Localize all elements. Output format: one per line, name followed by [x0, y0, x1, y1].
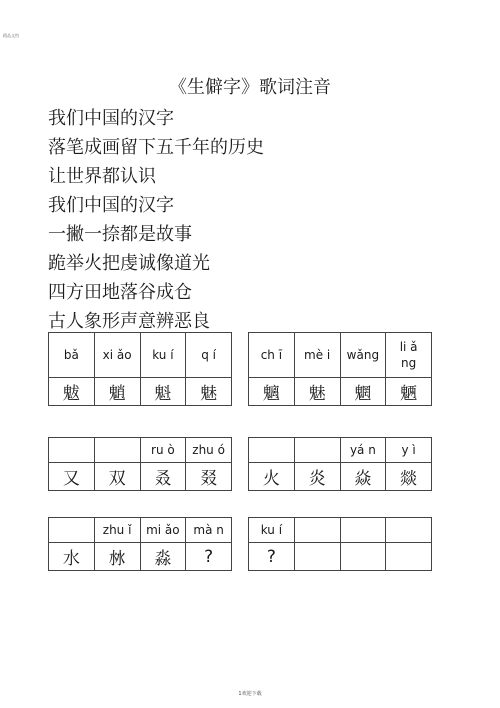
hanzi-cell: 火 [249, 463, 295, 491]
pinyin-cell: mè i [294, 333, 340, 378]
hanzi-cell: 淼 [140, 543, 186, 571]
hanzi-cell: 魉 [386, 378, 432, 406]
pinyin-table-1 [48, 332, 232, 406]
hanzi-cell: 叒 [140, 463, 186, 491]
lyric-line: 跪举火把虔诚像道光 [48, 253, 210, 274]
pinyin-cell: yá n [340, 438, 386, 463]
pinyin-table-5 [48, 517, 232, 571]
pinyin-cell [249, 438, 295, 463]
pinyin-cell: zhu ǐ [94, 518, 140, 543]
corner-note: 精品文档 [3, 33, 19, 38]
page-footer: 1欢迎下载 [238, 691, 262, 697]
pinyin-cell: zhu ó [186, 438, 232, 463]
pinyin-cell: y ì [386, 438, 432, 463]
pinyin-cell [294, 438, 340, 463]
hanzi-cell: 魅 [294, 378, 340, 406]
pinyin-table-4 [248, 437, 432, 491]
hanzi-cell: ? [186, 543, 232, 571]
hanzi-cell: 又 [49, 463, 95, 491]
pinyin-table-3 [48, 437, 232, 491]
pinyin-table-2 [248, 332, 432, 406]
lyric-line: 我们中国的汉字 [48, 108, 174, 129]
hanzi-cell [386, 543, 432, 571]
hanzi-cell [294, 543, 340, 571]
pinyin-cell: ku í [140, 333, 186, 378]
pinyin-cell: bǎ [49, 333, 95, 378]
pinyin-two-line: li ǎ ng [399, 340, 418, 370]
pinyin-cell [49, 438, 95, 463]
pinyin-cell [94, 438, 140, 463]
pinyin-cell [49, 518, 95, 543]
hanzi-cell: 沝 [94, 543, 140, 571]
pinyin-cell: ku í [249, 518, 295, 543]
hanzi-cell: 魁 [140, 378, 186, 406]
hanzi-cell [340, 543, 386, 571]
hanzi-cell: 炎 [294, 463, 340, 491]
page-title: 《生僻字》歌词注音 [169, 77, 331, 98]
pinyin-cell: wǎng [340, 333, 386, 378]
pinyin-cell: q í [186, 333, 232, 378]
lyric-line: 四方田地落谷成仓 [48, 282, 192, 303]
pinyin-cell: mà n [186, 518, 232, 543]
hanzi-cell: ? [249, 543, 295, 571]
hanzi-cell: 水 [49, 543, 95, 571]
lyric-line: 落笔成画留下五千年的历史 [48, 137, 264, 158]
hanzi-cell: 魍 [340, 378, 386, 406]
lyric-line: 古人象形声意辨恶良 [48, 311, 210, 332]
pinyin-cell: ch ī [249, 333, 295, 378]
hanzi-cell: 燚 [386, 463, 432, 491]
pinyin-cell: ru ò [140, 438, 186, 463]
hanzi-cell: 叕 [186, 463, 232, 491]
hanzi-cell: 双 [94, 463, 140, 491]
hanzi-cell: 魃 [49, 378, 95, 406]
pinyin-cell: xi ǎo [94, 333, 140, 378]
pinyin-table-6 [248, 517, 432, 571]
hanzi-cell: 魈 [94, 378, 140, 406]
hanzi-cell: 魅 [186, 378, 232, 406]
hanzi-cell: 焱 [340, 463, 386, 491]
hanzi-cell: 魑 [249, 378, 295, 406]
pinyin-cell [386, 518, 432, 543]
lyric-line: 一撇一捺都是故事 [48, 224, 192, 245]
lyric-line: 我们中国的汉字 [48, 195, 174, 216]
pinyin-cell [386, 333, 432, 378]
lyric-line: 让世界都认识 [48, 166, 156, 187]
pinyin-cell: mi ǎo [140, 518, 186, 543]
pinyin-cell [340, 518, 386, 543]
pinyin-cell [294, 518, 340, 543]
